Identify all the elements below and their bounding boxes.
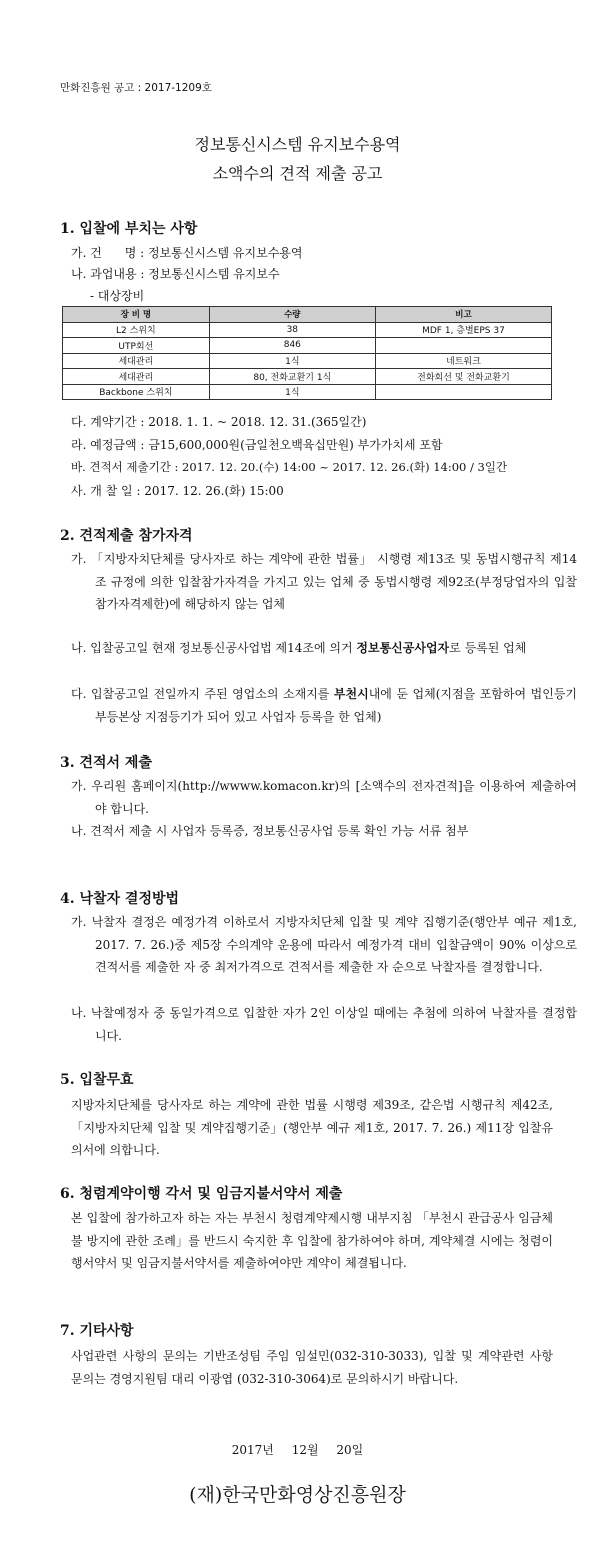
table-cell: UTP회선 <box>63 338 210 354</box>
table-header-row <box>63 307 552 323</box>
table-row <box>63 353 552 369</box>
column-header: 수량 <box>209 307 375 323</box>
section-1-heading: 1. 입찰에 부치는 사항 <box>60 221 198 237</box>
section-6-heading: 6. 청렴계약이행 각서 및 임금지불서약서 제출 <box>60 1186 343 1202</box>
section-3-heading: 3. 견적서 제출 <box>60 755 152 771</box>
table-cell: 1식 <box>209 353 375 369</box>
integrity-pledge-text: 본 입찰에 참가하고자 하는 자는 부천시 청렴계약제시행 내부지침 「부천시 관급공사 임금체불 방지에 관한 조례」를 반드시 숙지한 후 입찰에 참가하여야 하며, 계약체결 시에는 청렴이행서약서 및 임금지불서약서를 제출하여야만 계약이 체결됩니다. <box>71 1211 553 1270</box>
equipment-label: - 대상장비 <box>90 289 145 303</box>
qualification-c-text: 다. 입찰공고일 전일까지 주된 영업소의 소재지를 <box>71 687 334 701</box>
table-cell: L2 스위치 <box>63 322 210 338</box>
table-cell: 38 <box>209 322 375 338</box>
notice-date: 2017년 12월 20일 <box>231 1443 364 1457</box>
opening-date: 사. 개 찰 일 : 2017. 12. 26.(화) 15:00 <box>71 484 284 498</box>
column-header: 장 비 명 <box>63 307 210 323</box>
qualification-a: 가. 「지방자치단체를 당사자로 하는 계약에 관한 법률」 시행령 제13조 및 동법시행규칙 제14조 규정에 의한 입찰참가자격을 가지고 있는 업체 중 동법시행령 제92조(부정당업자의 입찰참가자격제한)에 해당하지 않는 업체 <box>71 552 577 611</box>
qualification-b-tail: 로 등록된 업체 <box>449 641 527 655</box>
table-row <box>63 322 552 338</box>
organization-name: (재)한국만화영상진흥원장 <box>189 1484 406 1506</box>
section-7-heading: 7. 기타사항 <box>60 1323 134 1339</box>
table-cell: MDF 1, 층별EPS 37 <box>375 322 551 338</box>
qualification-b <box>71 637 577 660</box>
misc-text: 사업관련 사항의 문의는 기반조성팀 주임 임설민(032-310-3033), 입찰 및 계약관련 사항 문의는 경영지원팀 대리 이광엽 (032-310-3064)로 문의하시기 바랍니다. <box>71 1349 553 1386</box>
column-header: 비고 <box>375 307 551 323</box>
table-cell: 네트워크 <box>375 353 551 369</box>
award-b: 나. 낙찰예정자 중 동일가격으로 입찰한 자가 2인 이상일 때에는 추첨에 의하여 낙찰자를 결정합니다. <box>71 1006 577 1043</box>
submission-b: 나. 견적서 제출 시 사업자 등록증, 정보통신공사업 등록 확인 가능 서류 첨부 <box>71 824 469 838</box>
table-cell <box>375 338 551 354</box>
table-cell: 세대관리 <box>63 369 210 385</box>
table-cell: Backbone 스위치 <box>63 384 210 400</box>
equipment-table <box>62 306 552 400</box>
title-line-2: 소액수의 견적 제출 공고 <box>212 164 383 183</box>
section-2-heading: 2. 견적제출 참가자격 <box>60 528 193 544</box>
qualification-c-tail: 내에 둔 업체(지점을 포함하여 법인등기부등본상 지점등기가 되어 있고 사업자 등록을 한 업체) <box>95 687 578 724</box>
notice-number: 만화진흥원 공고 : 2017-1209호 <box>60 82 212 94</box>
qualification-c-emphasis: 부천시 <box>333 687 369 701</box>
section-5-heading: 5. 입찰무효 <box>60 1072 134 1088</box>
table-row <box>63 384 552 400</box>
title-line-1: 정보통신시스템 유지보수용역 <box>194 135 401 154</box>
work-content: 나. 과업내용 : 정보통신시스템 유지보수 <box>71 267 280 281</box>
contract-period: 다. 계약기간 : 2018. 1. 1. ~ 2018. 12. 31.(365일간) <box>71 415 367 429</box>
table-cell: 1식 <box>209 384 375 400</box>
table-row <box>63 369 552 385</box>
submission-period: 바. 견적서 제출기간 : 2017. 12. 20.(수) 14:00 ~ 2017. 12. 26.(화) 14:00 / 3일간 <box>71 460 508 474</box>
table-cell: 전화회선 및 전화교환기 <box>375 369 551 385</box>
qualification-c <box>71 683 577 728</box>
submission-a: 가. 우리원 홈페이지(http://wwww.komacon.kr)의 [소액수의 전자견적]을 이용하여 제출하여야 합니다. <box>71 779 577 816</box>
section-4-heading: 4. 낙찰자 결정방법 <box>60 891 180 907</box>
invalid-bid-text: 지방자치단체를 당사자로 하는 계약에 관한 법률 시행령 제39조, 같은법 시행규칙 제42조, 「지방자치단체 입찰 및 계약집행기준」(행안부 예규 제1호, 2017. 7. 26.) 제11장 입찰유의서에 의합니다. <box>71 1098 553 1157</box>
estimated-price: 라. 예정금액 : 금15,600,000원(금일천오백육십만원) 부가가치세 포함 <box>71 438 443 452</box>
table-cell <box>375 384 551 400</box>
table-cell: 846 <box>209 338 375 354</box>
qualification-b-text: 나. 입찰공고일 현재 정보통신공사업법 제14조에 의거 <box>71 641 357 655</box>
contract-name: 가. 건 명 : 정보통신시스템 유지보수용역 <box>71 246 303 260</box>
award-a: 가. 낙찰자 결정은 예정가격 이하로서 지방자치단체 입찰 및 계약 집행기준(행안부 예규 제1호, 2017. 7. 26.)중 제5장 수의계약 운용에 따라서 예정가격 대비 입찰금액이 90% 이상으로 견적서를 제출한 자 중 최저가격으로 견적서를 제출한 자 순으로 낙찰자를 결정합니다. <box>71 915 577 974</box>
table-row <box>63 338 552 354</box>
table-cell: 세대관리 <box>63 353 210 369</box>
qualification-b-emphasis: 정보통신공사업자 <box>356 641 450 655</box>
table-cell: 80, 전화교환기 1식 <box>209 369 375 385</box>
